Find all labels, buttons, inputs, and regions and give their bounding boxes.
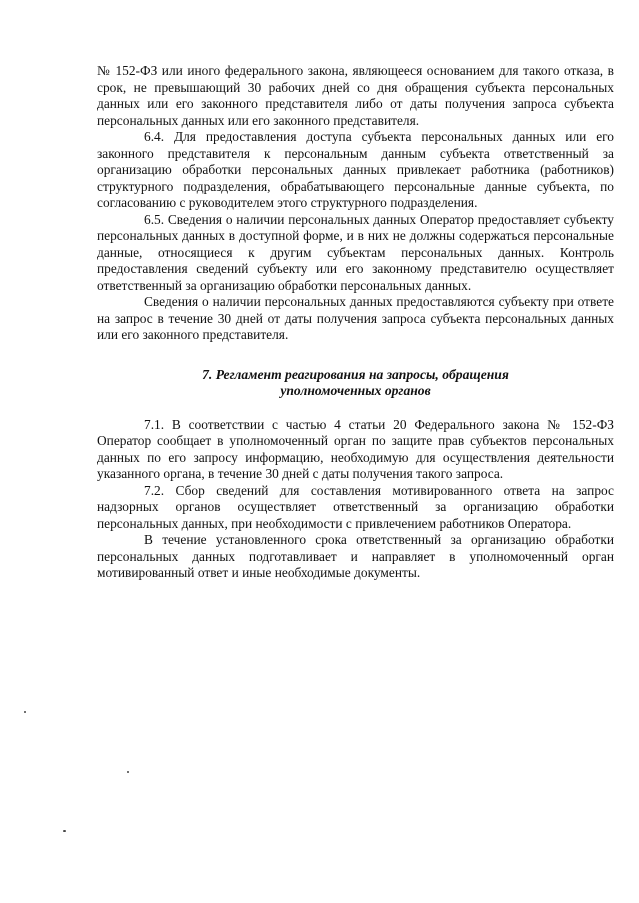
section-7-heading (97, 367, 614, 400)
paragraph-7-2-term: В течение установленного срока ответственный за организацию обработки персональных данных подготавливает и направляет в уполномоченный орган мотивированный ответ и иные необходимые документы. (97, 532, 614, 580)
section-7-heading-line2: уполномоченных органов (280, 383, 431, 398)
paragraph-6-5-response-time: Сведения о наличии персональных данных предоставляются субъекту при ответе на запрос в течение 30 дней от даты получения запроса субъекта персональных данных или его законного представителя. (97, 294, 614, 342)
scan-speck (24, 711, 26, 713)
paragraph-6-3-continuation: № 152-ФЗ или иного федерального закона, являющееся основанием для такого отказа, в срок, не превышающий 30 рабочих дней со дня обращения субъекта персональных данных или его законного представителя либо от даты получения запроса субъекта персональных данных или его законного представителя. (97, 63, 614, 128)
scan-speck (63, 830, 66, 832)
scan-speck (127, 771, 129, 773)
paragraph-6-5: 6.5. Сведения о наличии персональных данных Оператор предоставляет субъекту персональных данных в доступной форме, и в них не должны содержаться персональные данные, относящиеся к другим субъектам персональных данных. Контроль предоставления сведений субъекту или его законному представителю осуществляет ответственный за организацию обработки персональных данных. (97, 211, 614, 293)
paragraph-7-2: 7.2. Сбор сведений для составления мотивированного ответа на запрос надзорных органов осуществляет ответственный за организацию обработки персональных данных, при необходимости с привлечением работников Оператора. (97, 482, 614, 531)
document-page (97, 63, 614, 582)
paragraph-6-4: 6.4. Для предоставления доступа субъекта персональных данных или его законного представителя к персональным данным субъекта ответственный за организацию обработки персональных данных привлекает работника (работников) структурного подразделения, обрабатывающего персональные данные субъекта, по согласованию с руководителем этого структурного подразделения. (97, 129, 614, 210)
paragraph-7-1: 7.1. В соответствии с частью 4 статьи 20 Федерального закона № 152-ФЗ Оператор сообщает в уполномоченный орган по защите прав субъектов персональных данных по его запросу информацию, необходимую для осуществления деятельности указанного органа, в течение 30 дней с даты получения такого запроса. (97, 416, 614, 481)
section-7-heading-line1: 7. Регламент реагирования на запросы, обращения (202, 366, 509, 382)
